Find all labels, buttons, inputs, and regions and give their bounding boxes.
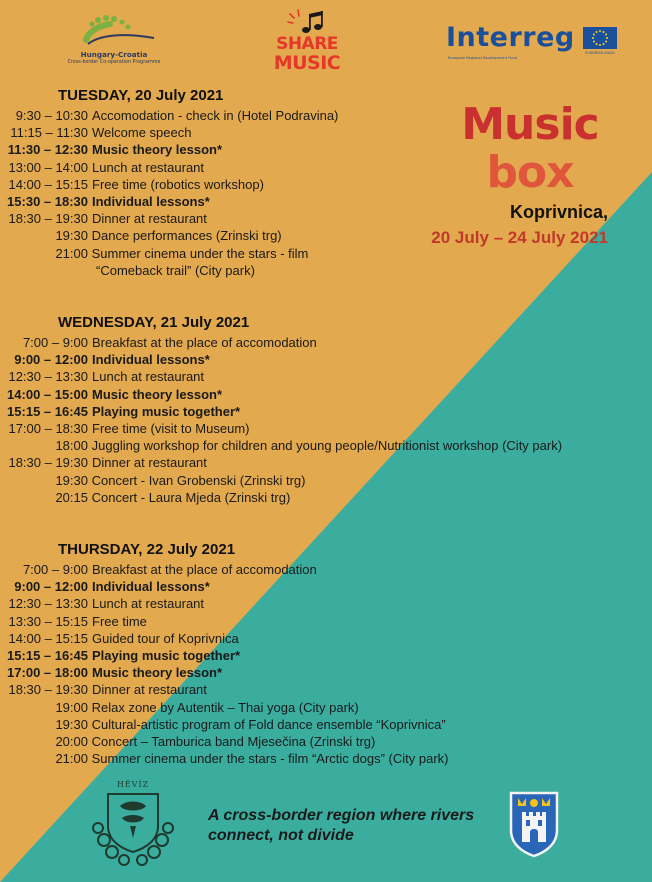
item-time: 9:30 – 10:30 [15,108,88,123]
item-text: Concert – Tamburica band Mjesečina (Zrinski trg) [91,733,376,749]
eu-star-icon [603,31,605,33]
item-time: 13:00 – 14:00 [8,159,88,175]
item-time: 18:30 – 19:30 [8,455,88,471]
schedule-item [0,176,338,193]
eu-star-icon [596,43,598,45]
eu-star-icon [599,44,601,46]
item-time: 7:00 – 9:00 [22,562,88,577]
schedule-item [0,595,449,612]
music-word: MUSIC [273,52,341,74]
koprivnica-coat-of-arms-icon [508,790,560,858]
item-time: 19:30 [55,228,88,244]
item-time: 21:00 [55,245,88,261]
schedule-item [0,141,338,158]
schedule-item [0,613,449,630]
item-text: Individual lessons* [92,579,210,595]
item-text: Music theory lesson* [92,665,223,681]
schedule-item [0,578,449,595]
schedule-item [0,716,449,733]
eu-flag-icon [583,27,617,49]
item-time: 21:00 [55,751,88,767]
schedule-item [0,386,562,403]
eu-star-icon [606,37,608,39]
slogan-line-2: connect, not divide [208,827,354,844]
item-time: 9:00 – 12:00 [14,352,88,368]
schedule-item [0,210,338,227]
eu-label: EUROPEAN UNION [585,51,615,55]
eu-star-icon [593,34,595,36]
schedule-item [0,630,449,647]
day-title-tuesday: TUESDAY, 20 July 2021 [58,87,224,104]
schedule-item [0,437,562,454]
item-time: 18:30 – 19:30 [8,211,88,227]
item-time: 19:00 [55,699,88,715]
item-text: Welcome speech [92,125,192,141]
item-time: 18:30 – 19:30 [8,682,88,698]
item-time: 15:30 – 18:30 [7,193,88,209]
hungary-croatia-logo [58,14,168,76]
item-text: Dance performances (Zrinski trg) [91,228,282,244]
schedule-wednesday [0,334,562,506]
interreg-wordmark: Interreg [446,22,575,53]
event-dates: 20 July – 24 July 2021 [431,228,608,247]
schedule-item [0,124,338,141]
item-text: Music theory lesson* [92,386,223,402]
item-text: Dinner at restaurant [92,682,207,698]
schedule-item [0,561,449,578]
item-text: Relax zone by Autentik – Thai yoga (City park) [91,699,359,715]
item-time: 17:00 – 18:00 [7,665,88,681]
event-title-music: Music [461,99,599,150]
schedule-item [0,403,562,420]
item-text: Dinner at restaurant [92,455,207,471]
item-text: Lunch at restaurant [92,369,205,385]
schedule-item [0,733,449,750]
heviz-label: HÉVÍZ [116,780,150,789]
schedule-item [0,699,449,716]
item-text: Breakfast at the place of accomodation [92,335,317,350]
item-time: 11:15 – 11:30 [10,125,88,141]
music-note-icon [268,8,346,36]
eu-star-icon [593,41,595,43]
eu-star-icon [605,34,607,36]
heviz-crest-icon [90,790,176,866]
item-time: 7:00 – 9:00 [22,335,88,350]
eu-star-icon [603,43,605,45]
item-time: 12:30 – 13:30 [8,369,88,385]
item-text-continued: “Comeback trail” (City park) [96,262,255,278]
item-text: Dinner at restaurant [92,211,207,227]
item-time: 14:00 – 15:15 [8,176,88,192]
schedule-item [0,647,449,664]
schedule-item [0,227,338,244]
item-text: Individual lessons* [92,352,210,368]
item-text: Music theory lesson* [92,142,223,158]
item-time: 15:15 – 16:45 [7,403,88,419]
schedule-item [0,193,338,210]
schedule-item [0,681,449,698]
interreg-logo [446,22,622,66]
item-text: Playing music together* [92,403,241,419]
hungary-croatia-swoosh-icon [58,14,168,52]
item-text: Summer cinema under the stars - film “Arctic dogs” (City park) [91,751,449,767]
eu-star-icon [605,41,607,43]
schedule-item [0,334,562,351]
item-text: Breakfast at the place of accomodation [92,562,317,577]
slogan [208,806,498,846]
schedule-item [0,750,449,767]
schedule-item [0,107,338,124]
item-time: 19:30 [55,472,88,488]
eu-star-icon [596,31,598,33]
schedule-thursday [0,561,449,767]
share-music-logo [268,8,346,78]
item-text: Guided tour of Koprivnica [92,630,239,646]
schedule-tuesday [0,107,338,279]
item-time: 13:30 – 15:15 [8,613,88,629]
item-time: 18:00 [55,438,88,454]
schedule-item [0,245,338,279]
day-title-thursday: THURSDAY, 22 July 2021 [58,541,236,558]
item-time: 20:00 [55,733,88,749]
item-time: 12:30 – 13:30 [8,596,88,612]
item-time: 19:30 [55,716,88,732]
eu-star-icon [592,37,594,39]
item-time: 9:00 – 12:00 [14,579,88,595]
schedule-item [0,351,562,368]
item-time: 17:00 – 18:30 [8,420,88,436]
schedule-item [0,159,338,176]
hungary-croatia-subtitle: Cross-border Co-operation Programme [67,60,161,65]
item-text: Lunch at restaurant [92,596,205,612]
item-time: 14:00 – 15:00 [7,386,88,402]
schedule-item [0,368,562,385]
schedule-item [0,420,562,437]
item-text: Individual lessons* [92,193,210,209]
item-time: 14:00 – 15:15 [8,630,88,646]
interreg-fund-label: European Regional Development Fund [448,56,517,60]
hungary-croatia-title: Hungary-Croatia [80,50,148,59]
item-text: Summer cinema under the stars - film [91,245,309,261]
item-text: Concert - Laura Mjeda (Zrinski trg) [91,489,291,505]
item-text: Accomodation - check in (Hotel Podravina) [92,108,339,123]
item-text: Free time (visit to Museum) [92,420,250,436]
eu-star-icon [599,30,601,32]
item-text: Playing music together* [92,647,241,663]
item-time: 11:30 – 12:30 [7,142,88,158]
slogan-line-1: A cross-border region where rivers [208,807,475,824]
event-place: Koprivnica, [509,202,608,222]
item-time: 15:15 – 16:45 [7,647,88,663]
heviz-logo [90,780,176,864]
schedule-item [0,472,562,489]
item-text: Lunch at restaurant [92,159,205,175]
item-time: 20:15 [55,489,88,505]
day-title-wednesday: WEDNESDAY, 21 July 2021 [58,314,250,331]
item-text: Concert - Ivan Grobenski (Zrinski trg) [91,472,306,488]
share-word: SHARE [276,34,338,54]
schedule-item [0,489,562,506]
item-text: Cultural-artistic program of Fold dance ensemble “Koprivnica” [91,716,446,732]
item-text: Free time [92,613,147,629]
item-text: Juggling workshop for children and young people/Nutritionist workshop (City park) [91,438,563,454]
schedule-item [0,664,449,681]
event-title-box: box [486,147,574,198]
schedule-item [0,454,562,471]
item-text: Free time (robotics workshop) [92,176,264,192]
